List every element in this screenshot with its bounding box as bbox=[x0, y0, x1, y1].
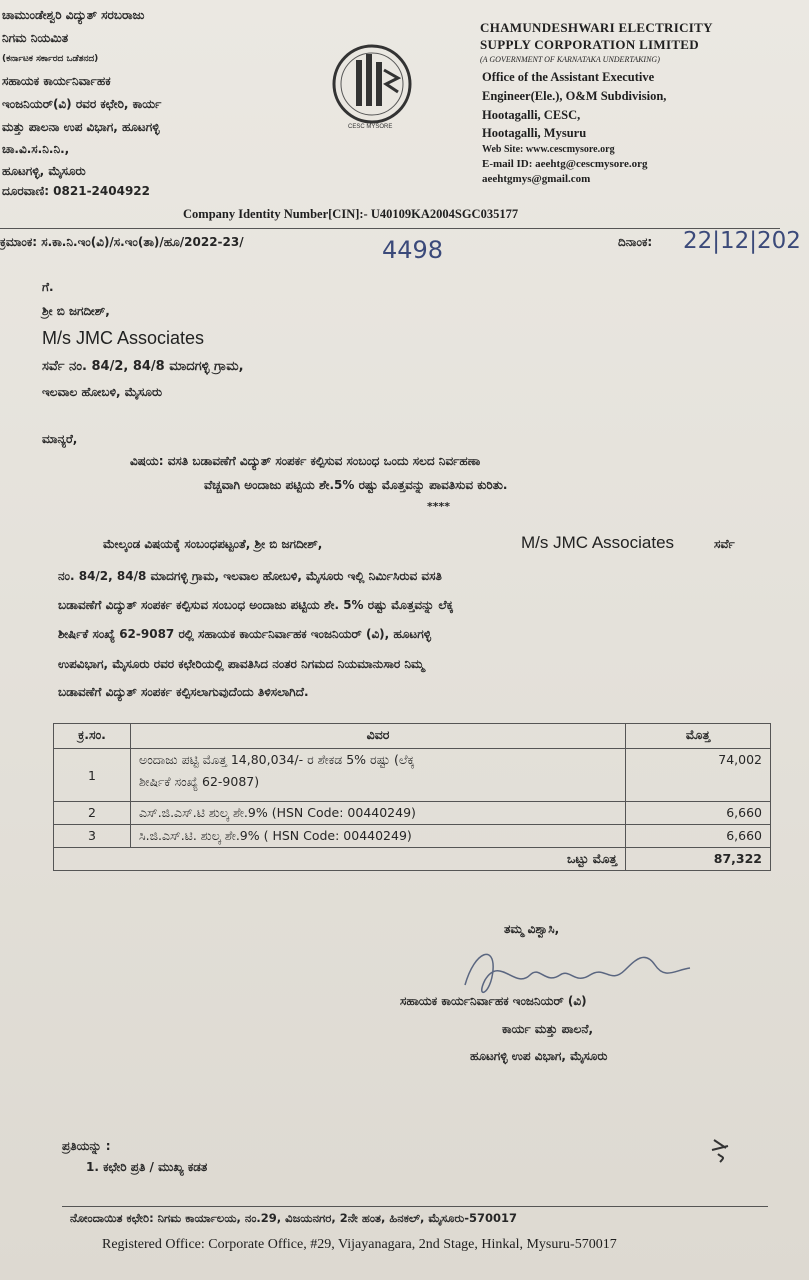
header-right-line: Office of the Assistant Executive bbox=[482, 70, 655, 84]
company-cin: Company Identity Number[CIN]:- U40109KA2004SGC035177 bbox=[183, 207, 519, 221]
table-cell-amount: 6,660 bbox=[626, 825, 771, 848]
table-cell-desc: ಎಸ್.ಜಿ.ಎಸ್.ಟಿ ಶುಲ್ಕ ಶೇ.9% (HSN Code: 00440249) bbox=[131, 802, 626, 825]
cesc-logo bbox=[326, 40, 418, 132]
header-left-line: (ಕರ್ನಾಟಕ ಸರ್ಕಾರದ ಒಡೆತನದ) bbox=[2, 54, 99, 64]
addressee-line: ಇಲವಾಲ ಹೋಬಳಿ, ಮೈಸೂರು bbox=[42, 385, 163, 399]
table-cell-desc bbox=[131, 749, 626, 802]
designation-line: ಕಾರ್ಯ ಮತ್ತು ಪಾಲನೆ, bbox=[502, 1022, 594, 1036]
table-desc-line: ಶೀರ್ಷಿಕೆ ಸಂಖ್ಯೆ 62-9087) bbox=[139, 774, 260, 789]
header-right-line: Hootagalli, CESC, bbox=[482, 108, 581, 122]
header-right-line: (A GOVERNMENT OF KARNATAKA UNDERTAKING) bbox=[480, 55, 660, 64]
addressee-line: ಶ್ರೀ ಬಿ ಜಗದೀಶ್, bbox=[42, 304, 110, 318]
addressee-line: ಗೆ. bbox=[42, 280, 54, 294]
table-row bbox=[54, 825, 771, 848]
subject-line-2: ವೆಚ್ಚವಾಗಿ ಅಂದಾಜು ಪಟ್ಟಿಯ ಶೇ.5% ರಷ್ಟು ಮೊತ್ತವನ್ನು ಪಾವತಿಸುವ ಕುರಿತು. bbox=[204, 478, 508, 492]
header-right-line: Engineer(Ele.), O&M Subdivision, bbox=[482, 89, 667, 103]
body-line: ಮೇಲ್ಕಂಡ ವಿಷಯಕ್ಕೆ ಸಂಬಂಧಪಟ್ಟಂತೆ, ಶ್ರೀ ಬಿ ಜಗದೀಶ್, bbox=[103, 537, 323, 551]
ink-mark-icon bbox=[708, 1136, 732, 1166]
table-cell-amount: 74,002 bbox=[626, 749, 771, 802]
reference-label: ಕ್ರಮಾಂಕ: ಸ.ಕಾ.ನಿ.ಇಂ(ವಿ)/ಸ.ಇಂ(ತಾ)/ಹೂ/2022-23/ bbox=[0, 235, 244, 249]
table-cell-sl: 2 bbox=[54, 802, 131, 825]
table-cell-sl: 3 bbox=[54, 825, 131, 848]
header-left-line: ಹೂಟಗಳ್ಳಿ, ಮೈಸೂರು bbox=[2, 164, 86, 178]
header-right-line: CHAMUNDESHWARI ELECTRICITY bbox=[480, 20, 713, 35]
table-header-row bbox=[54, 724, 771, 749]
footer-english: Registered Office: Corporate Office, #29, Vijayanagara, 2nd Stage, Hinkal, Mysuru-570017 bbox=[102, 1237, 617, 1252]
designation-line: ಸಹಾಯಕ ಕಾರ್ಯನಿರ್ವಾಹಕ ಇಂಜನಿಯರ್ (ವಿ) bbox=[400, 994, 587, 1008]
header-left-line: ಇಂಜನಿಯರ್(ವಿ) ರವರ ಕಛೇರಿ, ಕಾರ್ಯ bbox=[2, 97, 162, 111]
header-left-line: ಚಾಮುಂಡೇಶ್ವರಿ ವಿದ್ಯುತ್ ಸರಬರಾಜು bbox=[2, 8, 145, 22]
table-total-row bbox=[54, 848, 771, 871]
body-line: ನಂ. 84/2, 84/8 ಮಾದಗಳ್ಳಿ ಗ್ರಾಮ, ಇಲವಾಲ ಹೋಬಳಿ, ಮೈಸೂರು ಇಲ್ಲಿ ನಿರ್ಮಿಸಿರುವ ವಸತಿ bbox=[58, 569, 442, 583]
header-left-line: ನಿಗಮ ನಿಯಮಿತ bbox=[2, 31, 69, 45]
cesc-logo-icon bbox=[326, 40, 418, 132]
designation-line: ಹೂಟಗಳ್ಳಿ ಉಪ ವಿಭಾಗ, ಮೈಸೂರು bbox=[470, 1049, 608, 1063]
table-row bbox=[54, 749, 771, 802]
body-line: ಬಡಾವಣೆಗೆ ವಿದ್ಯುತ್ ಸಂಪರ್ಕ ಕಲ್ಪಿಸಲಾಗುವುದೆಂದು ತಿಳಿಸಲಾಗಿದೆ. bbox=[58, 685, 309, 699]
header-right-line: aeehtgmys@gmail.com bbox=[482, 173, 591, 185]
footer-divider bbox=[62, 1206, 768, 1207]
table-cell-sl: 1 bbox=[54, 749, 131, 802]
copy-label: ಪ್ರತಿಯನ್ನು : bbox=[62, 1139, 111, 1153]
header-divider bbox=[0, 228, 780, 229]
header-right-line: Web Site: www.cescmysore.org bbox=[482, 144, 615, 155]
table-total-label: ಒಟ್ಟು ಮೊತ್ತ bbox=[54, 848, 626, 871]
table-header-cell: ವಿವರ bbox=[131, 724, 626, 749]
table-cell-amount: 6,660 bbox=[626, 802, 771, 825]
date-value: 22|12|202 bbox=[683, 228, 801, 254]
yours-faithfully: ತಮ್ಮ ವಿಶ್ವಾಸಿ, bbox=[504, 922, 560, 936]
table-header-cell: ಮೊತ್ತ bbox=[626, 724, 771, 749]
header-left-line: ಮತ್ತು ಪಾಲನಾ ಉಪ ವಿಭಾಗ, ಹೂಟಗಳ್ಳಿ bbox=[2, 120, 160, 134]
body-line: ಉಪವಿಭಾಗ, ಮೈಸೂರು ರವರ ಕಛೇರಿಯಲ್ಲಿ ಪಾವತಿಸಿದ ನಂತರ ನಿಗಮದ ನಿಯಮಾನುಸಾರ ನಿಮ್ಮ bbox=[58, 657, 425, 671]
table-row bbox=[54, 802, 771, 825]
table-header-cell: ಕ್ರ.ಸಂ. bbox=[54, 724, 131, 749]
body-line: ಸರ್ವೆ bbox=[714, 537, 735, 551]
header-left-line: ದೂರವಾಣಿ: 0821-2404922 bbox=[2, 184, 150, 198]
amount-table bbox=[53, 723, 771, 871]
date-label: ದಿನಾಂಕ: bbox=[618, 235, 653, 249]
reference-number: 4498 bbox=[382, 236, 444, 264]
body-company: M/s JMC Associates bbox=[521, 533, 675, 552]
subject-line-1: ವಿಷಯ: ವಸತಿ ಬಡಾವಣೆಗೆ ವಿದ್ಯುತ್ ಸಂಪರ್ಕ ಕಲ್ಪಿಸುವ ಸಂಬಂಧ ಒಂದು ಸಲದ ನಿರ್ವಹಣಾ bbox=[130, 454, 481, 468]
addressee-company: M/s JMC Associates bbox=[42, 328, 205, 348]
subject-stars: **** bbox=[427, 500, 451, 513]
body-line: ಶೀರ್ಷಿಕೆ ಸಂಖ್ಯೆ 62-9087 ರಲ್ಲಿ ಸಹಾಯಕ ಕಾರ್ಯನಿರ್ವಾಹಕ ಇಂಜನಿಯರ್ (ವಿ), ಹೂಟಗಳ್ಳಿ bbox=[58, 627, 431, 641]
header-right-line: Hootagalli, Mysuru bbox=[482, 126, 587, 140]
header-left-line: ಚಾ.ವಿ.ಸ.ನಿ.ನಿ., bbox=[2, 142, 70, 156]
header-right-line: SUPPLY CORPORATION LIMITED bbox=[480, 37, 699, 52]
copy-item: 1. ಕಛೇರಿ ಪ್ರತಿ / ಮುಖ್ಯ ಕಡತ bbox=[86, 1160, 208, 1174]
table-desc-line: ಅಂದಾಜು ಪಟ್ಟಿ ಮೊತ್ತ 14,80,034/- ರ ಶೇಕಡ 5% ರಷ್ಟು (ಲೆಕ್ಕ bbox=[139, 752, 415, 767]
salutation: ಮಾನ್ಯರೆ, bbox=[42, 432, 78, 446]
header-left-line: ಸಹಾಯಕ ಕಾರ್ಯನಿರ್ವಾಹಕ bbox=[2, 74, 111, 88]
table-total-value: 87,322 bbox=[626, 848, 771, 871]
footer-kannada: ನೋಂದಾಯಿತ ಕಛೇರಿ: ನಿಗಮ ಕಾರ್ಯಾಲಯ, ನಂ.29, ವಿಜಯನಗರ, 2ನೇ ಹಂತ, ಹಿನಕಲ್, ಮೈಸೂರು-570017 bbox=[70, 1211, 517, 1225]
header-right-line: E-mail ID: aeehtg@cescmysore.org bbox=[482, 158, 648, 170]
body-line: ಬಡಾವಣೆಗೆ ವಿದ್ಯುತ್ ಸಂಪರ್ಕ ಕಲ್ಪಿಸುವ ಸಂಬಂಧ ಅಂದಾಜು ಪಟ್ಟಿಯ ಶೇ. 5% ರಷ್ಟು ಮೊತ್ತವನ್ನು ಲೆಕ್ಕ bbox=[58, 598, 454, 612]
table-cell-desc: ಸಿ.ಜಿ.ಎಸ್.ಟಿ. ಶುಲ್ಕ ಶೇ.9% ( HSN Code: 00440249) bbox=[131, 825, 626, 848]
logo-caption: CESC MYSORE bbox=[348, 124, 393, 130]
addressee-line: ಸರ್ವೆ ನಂ. 84/2, 84/8 ಮಾದಗಳ್ಳಿ ಗ್ರಾಮ, bbox=[42, 359, 244, 374]
